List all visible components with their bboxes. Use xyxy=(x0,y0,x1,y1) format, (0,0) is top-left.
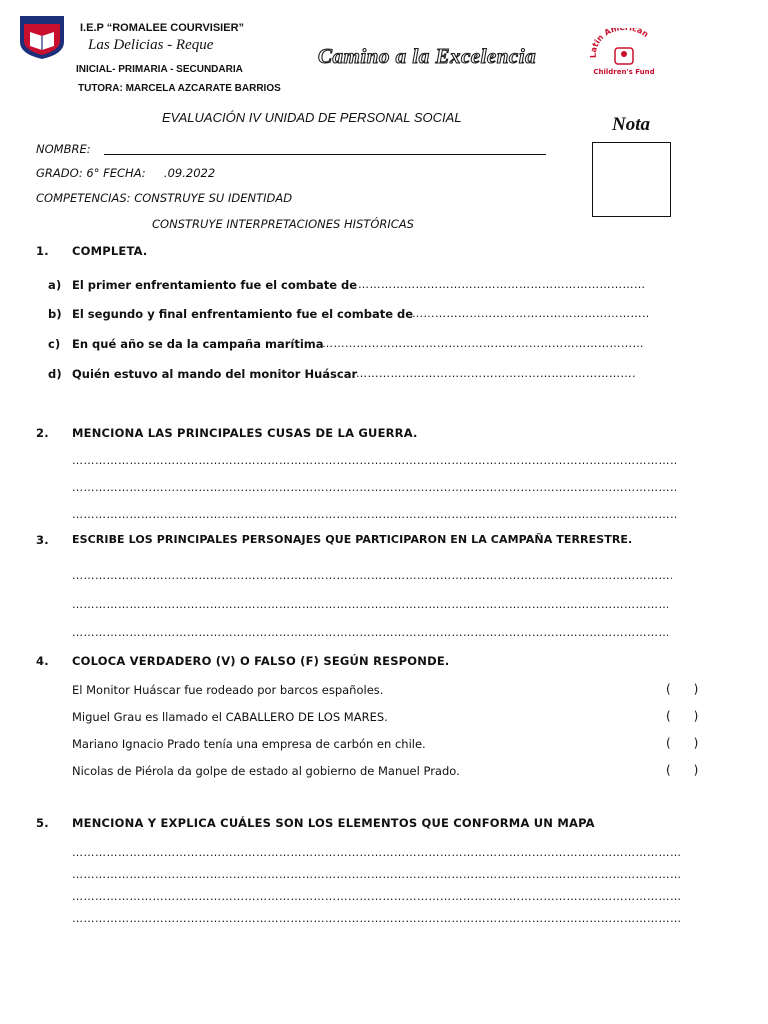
q2-number: 2. xyxy=(36,426,49,440)
q2-answer-line-1[interactable] xyxy=(72,454,676,467)
q5-answer-line-2[interactable] xyxy=(72,868,680,881)
q4-item-2: Miguel Grau es llamado el CABALLERO DE LOS MARES. xyxy=(72,710,388,724)
school-location: Las Delicias - Reque xyxy=(88,37,214,53)
q1a-answer-line[interactable] xyxy=(358,278,644,291)
tutor-name: TUTORA: MARCELA AZCARATE BARRIOS xyxy=(78,83,281,94)
q1d-answer-line[interactable] xyxy=(356,367,636,380)
q4-number: 4. xyxy=(36,654,49,668)
q4-item-4: Nicolas de Piérola da golpe de estado al gobierno de Manuel Prado. xyxy=(72,764,460,778)
q5-number: 5. xyxy=(36,816,49,830)
name-input-line[interactable] xyxy=(104,154,546,155)
q5-answer-line-3[interactable] xyxy=(72,890,680,903)
grade-box[interactable] xyxy=(592,142,671,217)
motto: Camino a la Excelencia xyxy=(318,44,537,68)
q5-answer-line-4[interactable] xyxy=(72,912,680,925)
q1-number: 1. xyxy=(36,244,49,258)
grade-label: Nota xyxy=(612,114,650,135)
school-logo xyxy=(16,14,68,60)
q4-title: COLOCA VERDADERO (V) O FALSO (F) SEGÚN RESPONDE. xyxy=(72,654,450,668)
partner-logo-text: Latin Am can xyxy=(588,28,651,59)
q1d-text: Quién estuvo al mando del monitor Huáscar xyxy=(72,367,358,381)
q1c-letter: c) xyxy=(48,337,61,351)
competencia-historicas: CONSTRUYE INTERPRETACIONES HISTÓRICAS xyxy=(152,217,414,231)
competencias: COMPETENCIAS: CONSTRUYE SU IDENTIDAD xyxy=(36,191,293,205)
q4-answer-2[interactable]: ( ) xyxy=(666,709,699,723)
school-levels: INICIAL- PRIMARIA - SECUNDARIA xyxy=(76,64,243,75)
name-label: NOMBRE: xyxy=(36,142,91,156)
svg-text:Children's Fund: Children's Fund xyxy=(593,68,655,76)
q3-number: 3. xyxy=(36,533,49,547)
q3-answer-line-3[interactable] xyxy=(72,626,668,639)
q3-title: ESCRIBE LOS PRINCIPALES PERSONAJES QUE PARTICIPARON EN LA CAMPAÑA TERRESTRE. xyxy=(72,533,633,546)
school-name: I.E.P “ROMALEE COURVISIER” xyxy=(80,22,245,34)
q1d-letter: d) xyxy=(48,367,62,381)
q3-answer-line-1[interactable] xyxy=(72,569,672,582)
q2-title: MENCIONA LAS PRINCIPALES CUSAS DE LA GUERRA. xyxy=(72,426,418,440)
q4-answer-3[interactable]: ( ) xyxy=(666,736,699,750)
q3-answer-line-2[interactable] xyxy=(72,598,668,611)
q4-item-1: El Monitor Huáscar fue rodeado por barcos españoles. xyxy=(72,683,384,697)
q1b-answer-line[interactable] xyxy=(412,307,648,320)
q1b-letter: b) xyxy=(48,307,62,321)
q5-title: MENCIONA Y EXPLICA CUÁLES SON LOS ELEMENTOS QUE CONFORMA UN MAPA xyxy=(72,816,595,830)
q2-answer-line-2[interactable] xyxy=(72,481,676,494)
grade-date-line: GRADO: 6° FECHA: .09.2022 xyxy=(36,166,216,180)
exam-title: EVALUACIÓN IV UNIDAD DE PERSONAL SOCIAL xyxy=(162,110,462,125)
q2-answer-line-3[interactable] xyxy=(72,508,676,521)
q4-item-3: Mariano Ignacio Prado tenía una empresa de carbón en chile. xyxy=(72,737,426,751)
q1b-text: El segundo y final enfrentamiento fue el combate de xyxy=(72,307,414,321)
q4-answer-4[interactable]: ( ) xyxy=(666,763,699,777)
svg-text:Latin American xyxy=(589,28,651,58)
q1-title: COMPLETA. xyxy=(72,244,148,258)
q4-answer-1[interactable]: ( ) xyxy=(666,682,699,696)
q1c-answer-line[interactable] xyxy=(322,337,644,350)
q1a-letter: a) xyxy=(48,278,62,292)
partner-logo xyxy=(584,28,664,76)
q5-answer-line-1[interactable] xyxy=(72,846,680,859)
q1a-text: El primer enfrentamiento fue el combate de xyxy=(72,278,358,292)
q1c-text: En qué año se da la campaña marítima xyxy=(72,337,324,351)
